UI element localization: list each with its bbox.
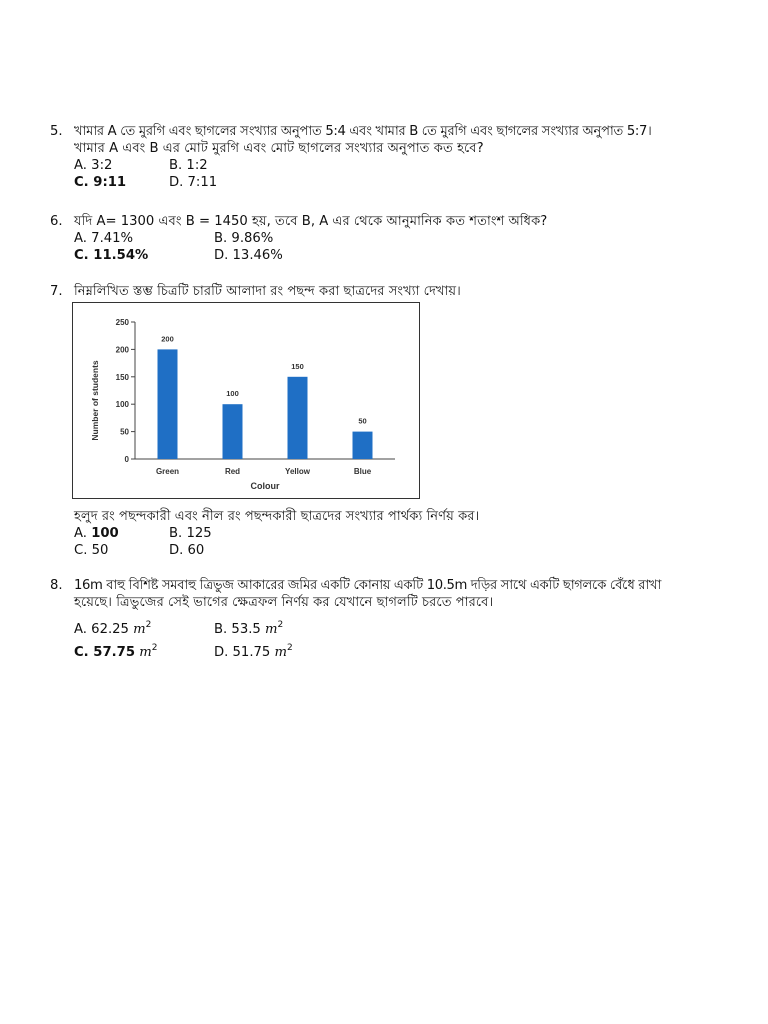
option-d[interactable] [169,542,204,559]
unit-exponent: 2 [277,620,284,630]
question-5 [50,123,651,191]
option-value: C. 57.75 [74,645,135,660]
question-text-line-1: নিম্নলিখিত স্তম্ভ চিত্রটি চারটি আলাদা রং পছন্দ করা ছাত্রদের সংখ্যা দেখায়। [74,284,461,299]
option-prefix: B. [169,526,187,541]
option-c[interactable]: C. 11.54% [74,248,149,263]
unit-exponent: 2 [145,620,152,630]
option-c[interactable] [74,640,214,663]
question-text-line-2: খামার A এবং B এর মোট মুরগি এবং মোট ছাগলের সংখ্যার অনুপাত কত হবে? [74,141,484,156]
option-prefix: D. [169,543,188,558]
unit-exponent: 2 [151,643,158,653]
bar-red [223,404,243,459]
option-prefix: C. [74,543,92,558]
option-c[interactable]: C. 9:11 [74,175,127,190]
y-tick-label: 0 [124,455,129,464]
question-number: 8. [50,578,63,593]
question-number: 7. [50,284,63,299]
data-label: 100 [226,389,239,399]
x-axis-title: Colour [250,481,280,491]
question-7-prompt [50,508,479,559]
option-b[interactable]: B. 1:2 [169,158,208,173]
y-tick-label: 100 [115,400,129,410]
option-value: 125 [186,526,212,541]
question-text-line-1: যদি A= 1300 এবং B = 1450 হয়, তবে B, A এর থেকে আনুমানিক কত শতাংশ অধিক? [74,214,548,229]
x-tick-label: Blue [353,467,372,476]
option-d[interactable] [214,640,293,663]
data-label: 200 [161,334,174,344]
unit: m [139,645,152,660]
option-value: A. 62.25 [74,622,129,637]
x-tick-label: Red [224,467,241,476]
bar-blue [353,432,373,459]
option-value: 60 [187,543,205,558]
option-b[interactable] [169,525,212,542]
bar-yellow [288,377,308,459]
option-value: 100 [91,526,119,541]
bar-chart [72,302,420,499]
option-a[interactable] [74,525,169,542]
question-text-line-1: 16m বাহু বিশিষ্ট সমবাহু ত্রিভুজ আকারের জমির একটি কোনায় একটি 10.5m দড়ির সাথে একটি ছাগলকে বেঁধে রাখা [74,578,661,593]
bar-green [158,349,178,459]
unit: m [265,622,278,637]
data-label: 150 [291,361,304,371]
y-axis-title: Number of students [90,360,100,441]
option-a[interactable] [74,617,214,640]
question-number: 5. [50,124,63,139]
option-value: 50 [91,543,109,558]
option-value: B. 53.5 [214,622,261,637]
options [74,230,547,264]
unit: m [274,645,288,660]
option-d[interactable]: D. 13.46% [214,248,283,263]
question-text-line-1: খামার A তে মুরগি এবং ছাগলের সংখ্যার অনুপাত 5:4 এবং খামার B তে মুরগি এবং ছাগলের সংখ্যার অনুপাত 5:7। [74,124,652,139]
question-7 [50,283,461,300]
unit-exponent: 2 [287,643,293,653]
options [74,525,479,559]
option-c[interactable] [74,542,169,559]
option-d[interactable]: D. 7:11 [169,175,218,190]
option-prefix: A. [74,526,92,541]
question-text-line-2: হয়েছে। ত্রিভুজের সেই ভাগের ক্ষেত্রফল নির্ণয় কর যেখানে ছাগলটি চরতে পারবে। [74,595,494,610]
option-b[interactable] [214,617,283,640]
question-6 [50,213,547,264]
question-text-after-chart: হলুদ রং পছন্দকারী এবং নীল রং পছন্দকারী ছাত্রদের সংখ্যার পার্থক্য নির্ণয় কর। [74,509,480,524]
option-a[interactable]: A. 7.41% [74,231,134,246]
y-tick-label: 50 [120,427,129,437]
option-a[interactable]: A. 3:2 [74,158,113,173]
option-value: D. 51.75 [214,645,271,660]
y-tick-label: 150 [115,372,129,382]
question-8 [50,577,661,663]
x-tick-label: Yellow [285,467,310,476]
question-number: 6. [50,214,63,229]
y-tick-label: 200 [115,345,129,355]
y-tick-label: 250 [115,318,129,327]
bar-chart-svg [73,303,419,498]
x-tick-label: Green [155,467,180,476]
options [74,157,651,191]
option-b[interactable]: B. 9.86% [214,231,274,246]
options [74,617,661,663]
data-label: 50 [358,416,367,426]
unit: m [133,622,146,637]
